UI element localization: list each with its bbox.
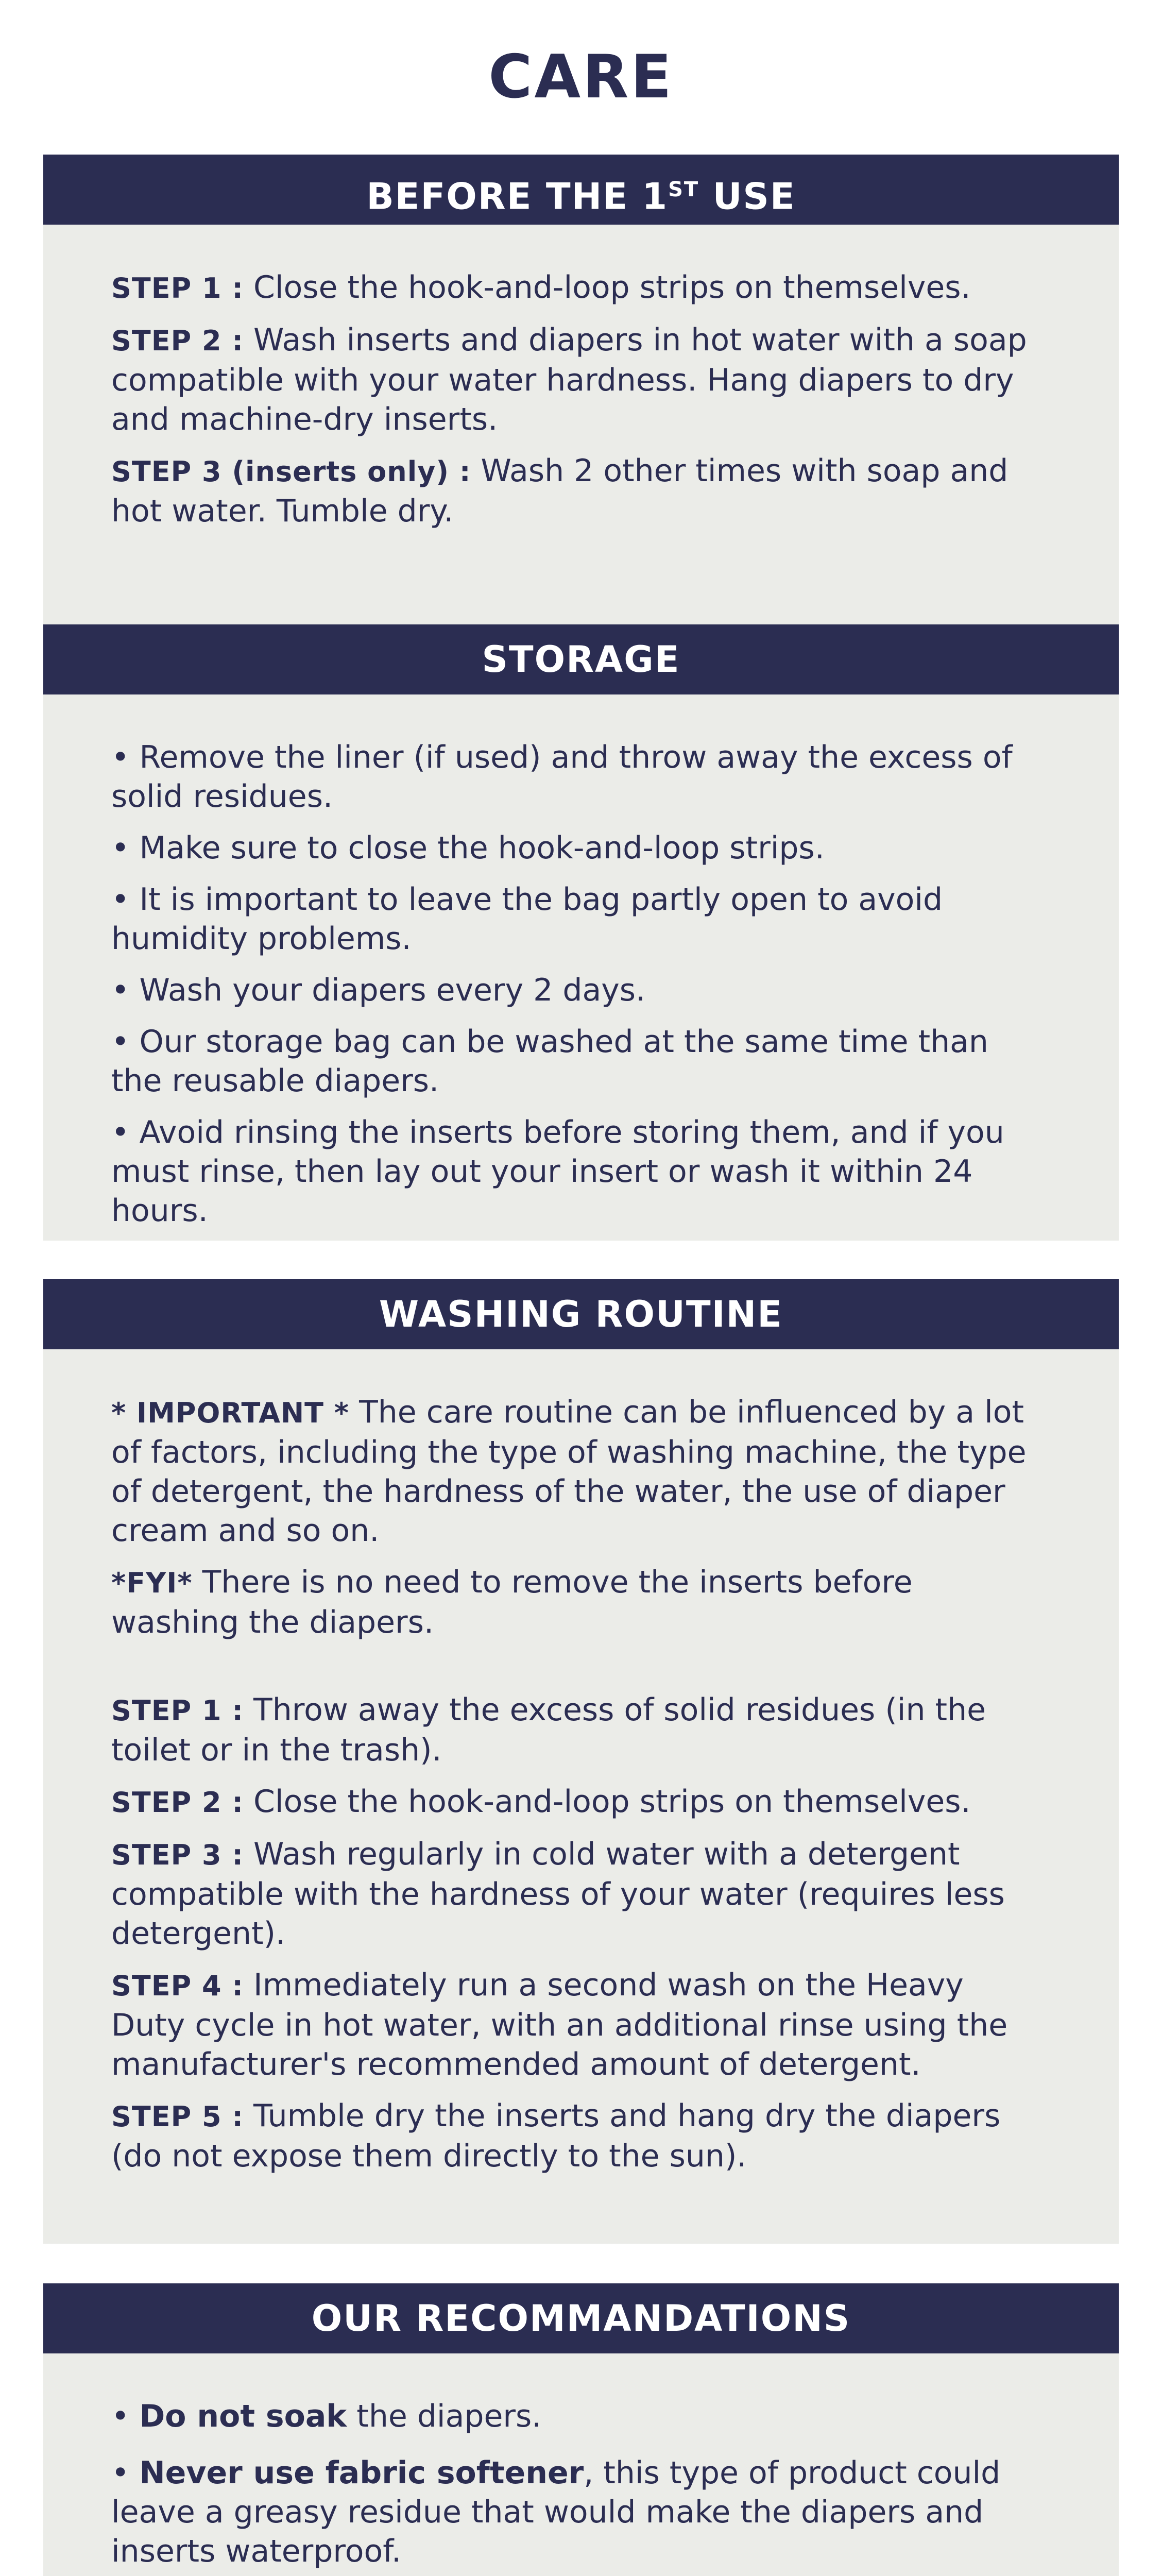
bullet: •	[111, 2455, 140, 2491]
step-text: Wash 2 other times with soap and hot water. Tumble dry.	[111, 453, 1009, 529]
step-label: STEP 2 :	[111, 1786, 244, 1819]
storage-item: • Remove the liner (if used) and throw away the excess of solid residues.	[111, 739, 1013, 815]
recommendations-section	[43, 2283, 1119, 2576]
washing-step-4	[111, 1965, 1047, 2084]
before-step-1	[111, 268, 1047, 308]
recommendation-bold: Never use fabric softener	[139, 2455, 584, 2491]
step-text: Close the hook-and-loop strips on themselves.	[243, 1784, 971, 1820]
step-label: STEP 5 :	[111, 2100, 244, 2133]
before-first-use-header	[43, 155, 1119, 225]
before-step-2	[111, 320, 1047, 439]
step-text: Tumble dry the inserts and hang dry the diapers (do not expose them directly to the sun).	[111, 2098, 1001, 2174]
fyi-label: *FYI*	[111, 1567, 193, 1599]
step-text: Immediately run a second wash on the Heavy Duty cycle in hot water, with an additional rinse using the manufacturer's recommended amount of detergent.	[111, 1967, 1008, 2082]
step-text: Close the hook-and-loop strips on themselves.	[243, 269, 971, 306]
step-label: STEP 3 :	[111, 1839, 244, 1871]
page-title: CARE	[488, 42, 674, 112]
storage-body	[43, 694, 1119, 1241]
washing-routine-section	[43, 1279, 1119, 2244]
washing-routine-body	[43, 1349, 1119, 2244]
step-label: STEP 3 (inserts only) :	[111, 455, 471, 488]
recommendations-body	[43, 2353, 1119, 2576]
recommendation-text: , this type of product could leave a greasy residue that would make the diapers and inserts waterproof.	[111, 2455, 1001, 2569]
step-text: Wash inserts and diapers in hot water with a soap compatible with your water hardness. Hang diapers to dry and machine-dry inserts.	[111, 322, 1027, 437]
storage-item: • Our storage bag can be washed at the same time than the reusable diapers.	[111, 1024, 988, 1099]
fyi-note	[111, 1563, 1047, 1642]
washing-step-1	[111, 1690, 1047, 1770]
storage-item: • Avoid rinsing the inserts before storing them, and if you must rinse, then lay out your insert or wash it within 24 hours.	[111, 1114, 1004, 1229]
before-first-use-header-tail: USE	[699, 175, 796, 218]
recommendation-text: the diapers.	[347, 2398, 542, 2434]
before-step-3	[111, 451, 1047, 531]
washing-step-5	[111, 2096, 1047, 2176]
spacer	[111, 1654, 1047, 1690]
step-label: STEP 1 :	[111, 1694, 244, 1727]
recommendations-header: OUR RECOMMANDATIONS	[43, 2283, 1119, 2353]
important-text: The care routine can be influenced by a lot of factors, including the type of washing machine, the type of detergent, the hardness of the water, the use of diaper cream and so on.	[111, 1394, 1027, 1549]
recommendation-item	[111, 2397, 1047, 2436]
storage-item: • It is important to leave the bag partly open to avoid humidity problems.	[111, 882, 943, 957]
step-text: Throw away the excess of solid residues (in the toilet or in the trash).	[111, 1692, 986, 1768]
washing-step-2	[111, 1782, 1047, 1822]
storage-item: • Wash your diapers every 2 days.	[111, 972, 646, 1008]
recommendation-item	[111, 2453, 1047, 2571]
storage-header: STORAGE	[43, 624, 1119, 694]
step-label: STEP 2 :	[111, 325, 244, 357]
before-first-use-header-text: BEFORE THE 1	[366, 175, 669, 218]
before-first-use-body	[43, 225, 1119, 655]
step-label: STEP 4 :	[111, 1970, 244, 2002]
step-label: STEP 1 :	[111, 272, 244, 304]
washing-routine-header: WASHING ROUTINE	[43, 1279, 1119, 1349]
before-first-use-header-sup: ST	[668, 178, 699, 201]
bullet: •	[111, 2398, 140, 2434]
before-first-use-section	[43, 155, 1119, 655]
important-label: * IMPORTANT *	[111, 1397, 350, 1429]
important-note	[111, 1393, 1047, 1550]
recommendation-bold: Do not soak	[139, 2398, 347, 2434]
step-text: Wash regularly in cold water with a detergent compatible with the hardness of your water (requires less detergent).	[111, 1836, 1005, 1952]
washing-step-3	[111, 1835, 1047, 1953]
fyi-text: There is no need to remove the inserts before washing the diapers.	[111, 1564, 913, 1640]
storage-item: • Make sure to close the hook-and-loop strips.	[111, 830, 825, 866]
storage-section	[43, 624, 1119, 1241]
